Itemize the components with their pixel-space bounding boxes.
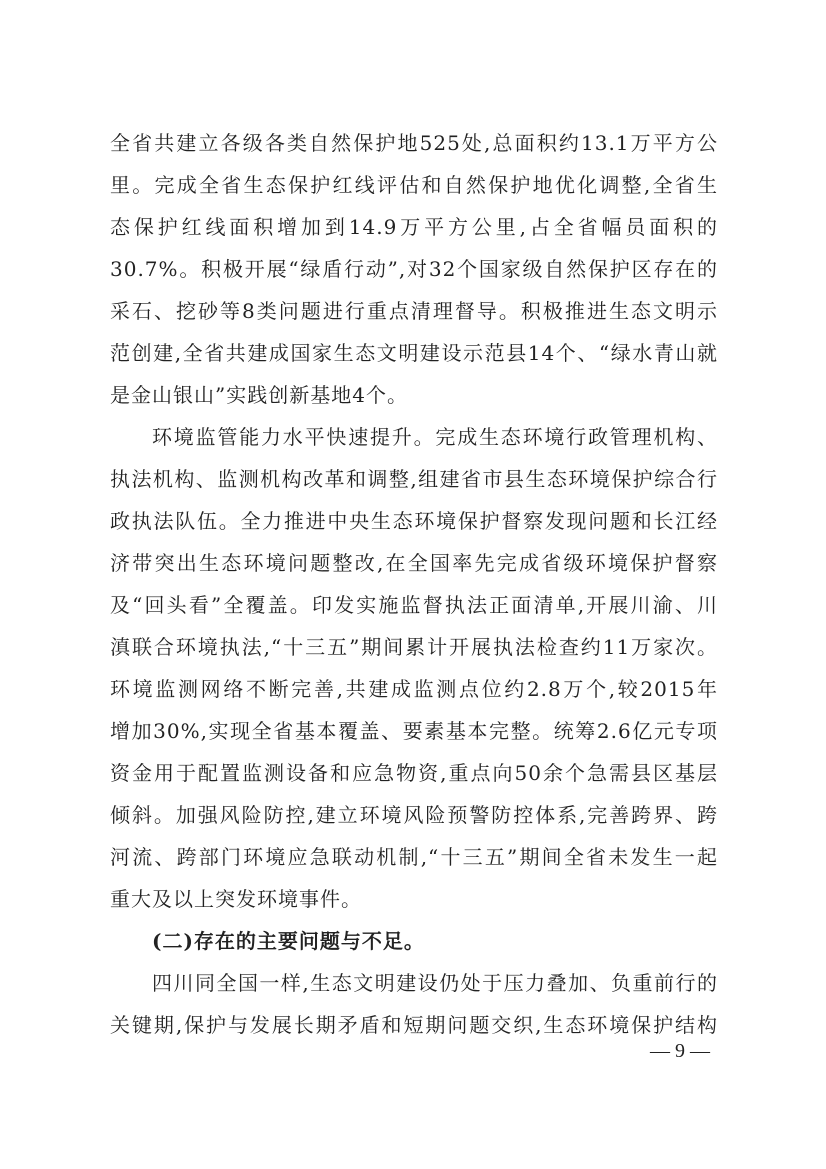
- text-line: 是金山银山”实践创新基地4个。: [110, 383, 408, 407]
- text-line: 范创建,全省共建成国家生态文明建设示范县14个、“绿水青山就: [110, 341, 718, 365]
- text-line: 政执法队伍。全力推进中央生态环境保护督察发现问题和长江经: [110, 509, 718, 533]
- section-heading: [110, 926, 718, 968]
- text-line: 30.7%。积极开展“绿盾行动”,对32个国家级自然保护区存在的: [110, 257, 718, 281]
- text-line: 资金用于配置监测设备和应急物资,重点向50余个急需县区基层: [110, 761, 718, 785]
- text-line: 河流、跨部门环境应急联动机制,“十三五”期间全省未发生一起: [110, 845, 718, 869]
- paragraph: [110, 128, 718, 422]
- text-line: 环境监测网络不断完善,共建成监测点位约2.8万个,较2015年: [110, 677, 718, 701]
- text-line: 态保护红线面积增加到14.9万平方公里,占全省幅员面积的: [110, 215, 718, 239]
- text-line: 增加30%,实现全省基本覆盖、要素基本完整。统筹2.6亿元专项: [110, 719, 718, 743]
- paragraph: [110, 968, 718, 1052]
- text-line: 关键期,保护与发展长期矛盾和短期问题交织,生态环境保护结构: [110, 1013, 718, 1037]
- text-line: 环境监管能力水平快速提升。完成生态环境行政管理机构、: [152, 425, 718, 449]
- text-line: 全省共建立各级各类自然保护地525处,总面积约13.1万平方公: [110, 131, 718, 155]
- text-line: 里。完成全省生态保护红线评估和自然保护地优化调整,全省生: [110, 173, 718, 197]
- paragraph: [110, 422, 718, 926]
- text-line: 济带突出生态环境问题整改,在全国率先完成省级环境保护督察: [110, 551, 718, 575]
- text-line: 执法机构、监测机构改革和调整,组建省市县生态环境保护综合行: [110, 467, 718, 491]
- text-line: 采石、挖砂等8类问题进行重点清理督导。积极推进生态文明示: [110, 299, 718, 323]
- text-line: 及“回头看”全覆盖。印发实施监督执法正面清单,开展川渝、川: [110, 593, 718, 617]
- text-line: 倾斜。加强风险防控,建立环境风险预警防控体系,完善跨界、跨: [110, 803, 718, 827]
- page-number: — 9 —: [650, 1040, 710, 1062]
- document-body: [110, 128, 718, 1052]
- text-line: (二)存在的主要问题与不足。: [152, 929, 425, 953]
- text-line: 滇联合环境执法,“十三五”期间累计开展执法检查约11万家次。: [110, 635, 718, 659]
- text-line: 重大及以上突发环境事件。: [110, 887, 362, 911]
- text-line: 四川同全国一样,生态文明建设仍处于压力叠加、负重前行的: [152, 971, 718, 995]
